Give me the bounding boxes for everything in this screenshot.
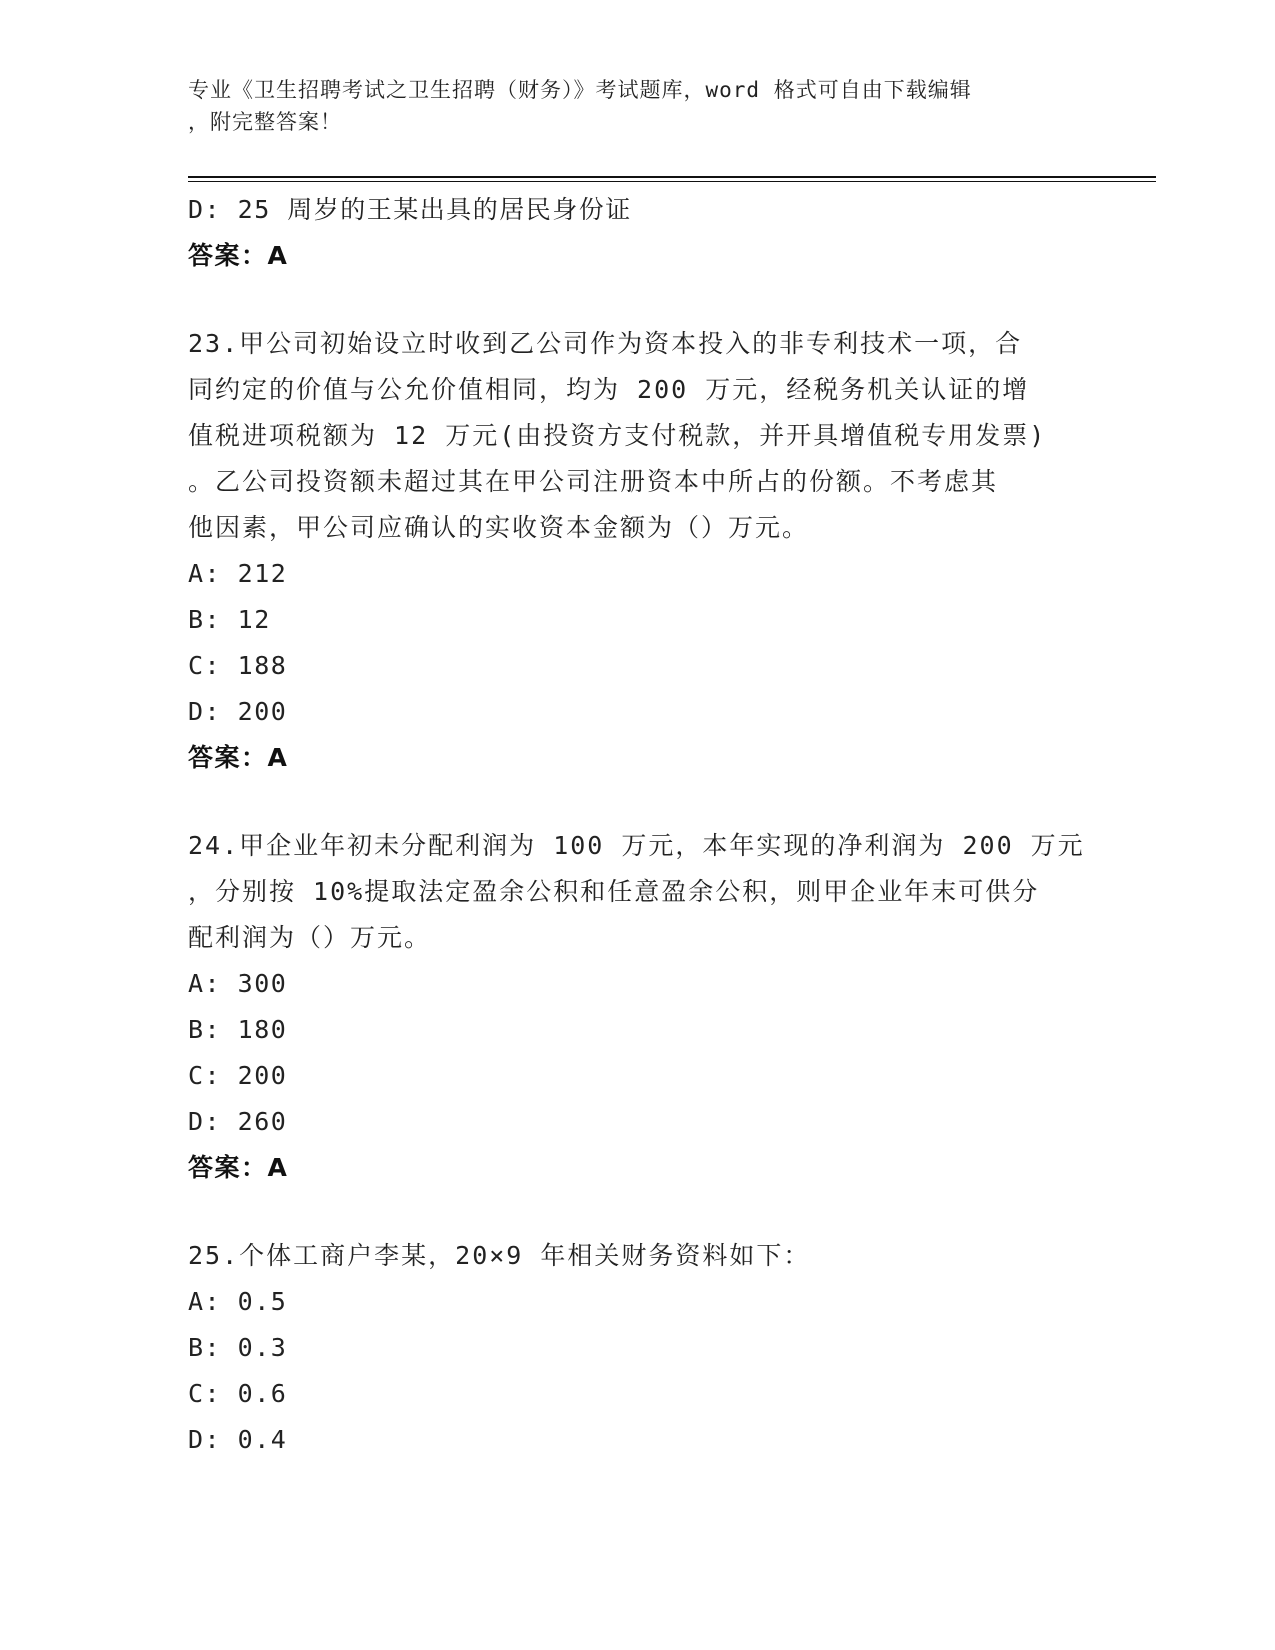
question-22-tail [188,187,1088,279]
header-line-2: ，附完整答案！ [188,110,342,134]
option-b: B: 180 [188,1015,288,1044]
stem-line: 同约定的价值与公允价值相同，均为 200 万元，经税务机关认证的增 [188,375,1030,404]
stem-line: 他因素，甲公司应确认的实收资本金额为（）万元。 [188,513,810,542]
option-c: C: 200 [188,1061,288,1090]
page-header [188,74,1088,138]
answer-line: 答案：A [188,1153,289,1182]
option-a: A: 0.5 [188,1287,288,1316]
question-25 [188,1233,1088,1463]
spacer [188,781,1088,823]
header-rule-thick [188,176,1156,178]
option-d: D: 200 [188,697,288,726]
option-d: D: 260 [188,1107,288,1136]
option-b: B: 0.3 [188,1333,288,1362]
question-stem [188,1233,1088,1279]
option-a: A: 300 [188,969,288,998]
header-rule-thin [188,181,1156,182]
stem-line: 25.个体工商户李某，20×9 年相关财务资料如下： [188,1241,811,1270]
stem-line: 配利润为（）万元。 [188,923,432,952]
option-c: C: 188 [188,651,288,680]
spacer [188,1191,1088,1233]
stem-line: 23.甲公司初始设立时收到乙公司作为资本投入的非专利技术一项，合 [188,329,1023,358]
question-24 [188,823,1088,1191]
option-d: D: 0.4 [188,1425,288,1454]
stem-line: ，分别按 10%提取法定盈余公积和任意盈余公积，则甲企业年末可供分 [188,877,1040,906]
answer-line: 答案：A [188,241,289,270]
spacer [188,279,1088,321]
question-content [188,187,1088,1463]
option-d: D: 25 周岁的王某出具的居民身份证 [188,195,632,224]
stem-line: 值税进项税额为 12 万元(由投资方支付税款，并开具增值税专用发票) [188,421,1047,450]
stem-line: 。乙公司投资额未超过其在甲公司注册资本中所占的份额。不考虑其 [188,467,999,496]
option-b: B: 12 [188,605,271,634]
answer-line: 答案：A [188,743,289,772]
option-a: A: 212 [188,559,288,588]
question-23 [188,321,1088,781]
question-stem [188,321,1088,551]
question-stem [188,823,1088,961]
option-c: C: 0.6 [188,1379,288,1408]
header-line-1: 专业《卫生招聘考试之卫生招聘（财务）》考试题库，word 格式可自由下载编辑 [188,78,972,102]
stem-line: 24.甲企业年初未分配利润为 100 万元，本年实现的净利润为 200 万元 [188,831,1085,860]
